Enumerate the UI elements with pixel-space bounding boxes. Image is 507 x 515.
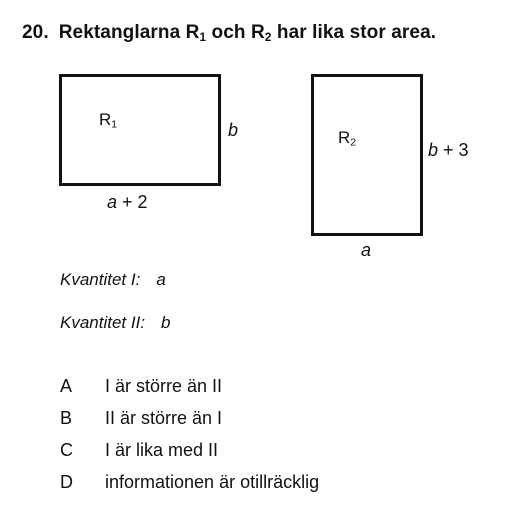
rectangle-r1-width-label	[107, 192, 148, 213]
title-subscript-2: 2	[264, 30, 272, 44]
title-text-middle: och R	[206, 22, 265, 43]
rectangle-r2	[311, 74, 423, 236]
answer-option-d-letter: D	[60, 472, 73, 492]
rectangle-r1	[59, 74, 221, 186]
rectangle-r1-label-subscript: 1	[111, 118, 118, 131]
rectangle-r2-label-letter: R	[338, 128, 351, 147]
answer-option-c-text: I är lika med II	[105, 440, 219, 460]
answer-option-a[interactable]	[60, 376, 222, 397]
rectangle-r2-height-rest: + 3	[438, 140, 469, 160]
answer-option-d-text: informationen är otillräcklig	[105, 472, 320, 492]
answer-option-a-text: I är större än II	[105, 376, 223, 396]
rectangle-r2-label-subscript: 2	[350, 136, 357, 149]
title-text-end: har lika stor area.	[271, 22, 437, 43]
rectangle-r1-label	[99, 110, 117, 130]
title-text-start: Rektanglarna R	[58, 22, 200, 43]
rectangle-r1-label-letter: R	[99, 110, 112, 129]
answer-option-c-letter: C	[60, 440, 73, 460]
rectangle-r1-width-var: a	[107, 192, 118, 212]
question-title	[22, 22, 436, 44]
rectangle-r1-height-var: b	[228, 120, 239, 140]
quantity-1-label: Kvantitet I:	[60, 270, 141, 289]
question-number: 20.	[22, 22, 49, 43]
rectangle-r1-height-label	[228, 120, 238, 141]
rectangle-r1-width-rest: + 2	[117, 192, 148, 212]
rectangle-r2-width-var: a	[361, 240, 372, 260]
quantity-1	[60, 270, 166, 290]
answer-option-d[interactable]	[60, 472, 319, 493]
rectangle-r2-width-label	[361, 240, 371, 261]
answer-option-b-text: II är större än I	[105, 408, 223, 428]
answer-option-c[interactable]	[60, 440, 218, 461]
rectangle-r2-height-var: b	[428, 140, 439, 160]
quantity-1-value: a	[156, 270, 166, 289]
quantity-2-label: Kvantitet II:	[60, 313, 146, 332]
title-subscript-1: 1	[199, 30, 207, 44]
quantity-2	[60, 313, 171, 333]
rectangle-r2-label	[338, 128, 356, 148]
answer-option-a-letter: A	[60, 376, 73, 396]
answer-option-b-letter: B	[60, 408, 73, 428]
answer-option-b[interactable]	[60, 408, 222, 429]
rectangle-r2-height-label	[428, 140, 469, 161]
quantity-2-value: b	[161, 313, 171, 332]
